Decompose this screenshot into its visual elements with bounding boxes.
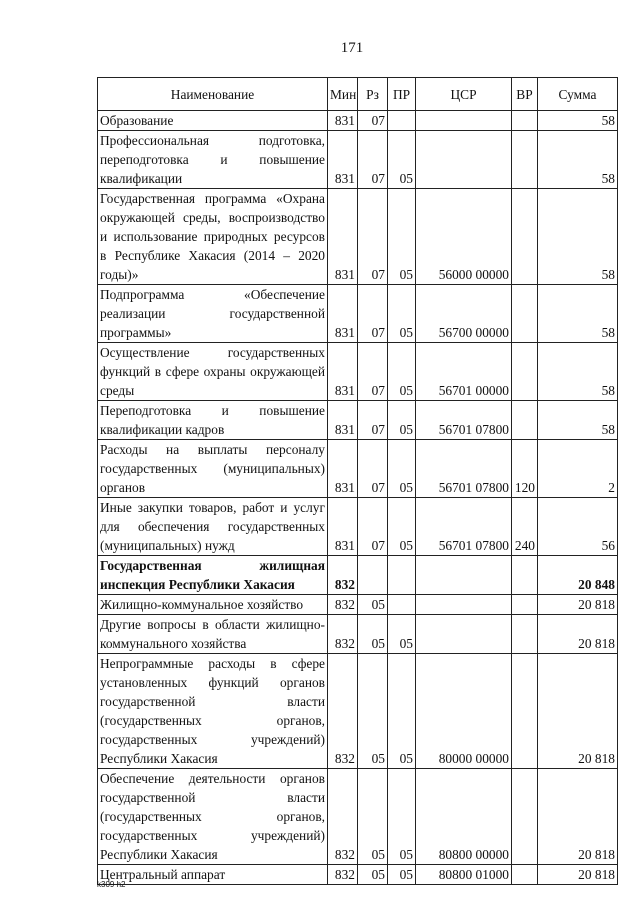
row-min: 831: [328, 343, 358, 401]
table-row: [98, 769, 618, 865]
header-pr: ПР: [388, 78, 416, 111]
row-name: Обеспечение деятельности органов государственной власти (государственных органов, государственных учреждений) Республики Хакасия: [98, 769, 328, 865]
row-vr: [512, 865, 538, 885]
row-csr: [416, 556, 512, 595]
row-name: Осуществление государственных функций в сфере охраны окружающей среды: [98, 343, 328, 401]
row-rz: 07: [358, 111, 388, 131]
row-vr: 120: [512, 440, 538, 498]
row-rz: 07: [358, 285, 388, 343]
header-vr: ВР: [512, 78, 538, 111]
page-number: 171: [340, 40, 364, 56]
row-pr: 05: [388, 285, 416, 343]
header-sum: Сумма: [538, 78, 618, 111]
row-min: 832: [328, 865, 358, 885]
row-sum: 20 818: [538, 595, 618, 615]
row-pr: [388, 111, 416, 131]
row-sum: 56: [538, 498, 618, 556]
row-min: 831: [328, 111, 358, 131]
row-vr: [512, 111, 538, 131]
row-pr: 05: [388, 615, 416, 654]
row-csr: 56000 00000: [416, 189, 512, 285]
table-row: [98, 189, 618, 285]
row-min: 832: [328, 556, 358, 595]
row-name: Непрограммные расходы в сфере установленных функций органов государственной власти (государственных органов, государственных учреждений) Республики Хакасия: [98, 654, 328, 769]
table-row: [98, 285, 618, 343]
row-name: Профессиональная подготовка, переподготовка и повышение квалификации: [98, 131, 328, 189]
row-rz: 07: [358, 189, 388, 285]
row-rz: 07: [358, 498, 388, 556]
header-rz: Рз: [358, 78, 388, 111]
budget-table: [97, 77, 618, 885]
row-csr: [416, 111, 512, 131]
row-csr: 56700 00000: [416, 285, 512, 343]
row-rz: 05: [358, 654, 388, 769]
row-vr: [512, 131, 538, 189]
row-csr: 80800 00000: [416, 769, 512, 865]
row-sum: 58: [538, 111, 618, 131]
row-pr: 05: [388, 440, 416, 498]
row-min: 832: [328, 654, 358, 769]
row-name: Государственная программа «Охрана окружающей среды, воспроизводство и использование природных ресурсов в Республике Хакасия (2014 – 2020 годы)»: [98, 189, 328, 285]
row-sum: 58: [538, 343, 618, 401]
table-row: [98, 131, 618, 189]
row-vr: [512, 189, 538, 285]
row-csr: [416, 595, 512, 615]
row-rz: 05: [358, 615, 388, 654]
row-pr: 05: [388, 401, 416, 440]
row-vr: [512, 769, 538, 865]
row-rz: [358, 556, 388, 595]
row-min: 831: [328, 401, 358, 440]
row-min: 831: [328, 131, 358, 189]
row-sum: 20 848: [538, 556, 618, 595]
row-vr: [512, 556, 538, 595]
row-pr: 05: [388, 189, 416, 285]
row-pr: 05: [388, 131, 416, 189]
row-vr: [512, 615, 538, 654]
row-vr: [512, 595, 538, 615]
row-name: Центральный аппарат: [98, 865, 328, 885]
row-name: Государственная жилищная инспекция Республики Хакасия: [98, 556, 328, 595]
table-row: [98, 654, 618, 769]
row-sum: 58: [538, 189, 618, 285]
table-row: [98, 498, 618, 556]
row-rz: 07: [358, 401, 388, 440]
row-min: 832: [328, 769, 358, 865]
row-vr: [512, 654, 538, 769]
row-sum: 20 818: [538, 865, 618, 885]
footer-code: k309 h2: [97, 880, 126, 889]
row-pr: 05: [388, 654, 416, 769]
row-name: Расходы на выплаты персоналу государственных (муниципальных) органов: [98, 440, 328, 498]
table-row: [98, 865, 618, 885]
row-min: 831: [328, 498, 358, 556]
row-pr: 05: [388, 343, 416, 401]
row-sum: 58: [538, 285, 618, 343]
row-csr: 56701 00000: [416, 343, 512, 401]
row-csr: 80800 01000: [416, 865, 512, 885]
row-csr: [416, 615, 512, 654]
row-csr: [416, 131, 512, 189]
row-csr: 80000 00000: [416, 654, 512, 769]
table-row: [98, 111, 618, 131]
row-vr: [512, 401, 538, 440]
table-row: [98, 440, 618, 498]
table-row: [98, 615, 618, 654]
row-sum: 20 818: [538, 769, 618, 865]
table-row: [98, 343, 618, 401]
row-name: Образование: [98, 111, 328, 131]
row-sum: 20 818: [538, 654, 618, 769]
row-pr: 05: [388, 865, 416, 885]
row-sum: 58: [538, 401, 618, 440]
row-name: Другие вопросы в области жилищно-коммунального хозяйства: [98, 615, 328, 654]
row-min: 831: [328, 285, 358, 343]
row-min: 831: [328, 189, 358, 285]
row-pr: 05: [388, 769, 416, 865]
row-min: 831: [328, 440, 358, 498]
header-csr: ЦСР: [416, 78, 512, 111]
row-sum: 20 818: [538, 615, 618, 654]
row-sum: 58: [538, 131, 618, 189]
row-pr: [388, 556, 416, 595]
row-pr: [388, 595, 416, 615]
row-vr: [512, 285, 538, 343]
table-row-section-header: [98, 556, 618, 595]
table-row: [98, 401, 618, 440]
row-name: Иные закупки товаров, работ и услуг для обеспечения государственных (муниципальных) нужд: [98, 498, 328, 556]
row-min: 832: [328, 615, 358, 654]
table-header-row: [98, 78, 618, 111]
header-name: Наименование: [98, 78, 328, 111]
row-rz: 07: [358, 343, 388, 401]
row-rz: 05: [358, 865, 388, 885]
row-csr: 56701 07800: [416, 440, 512, 498]
row-vr: 240: [512, 498, 538, 556]
table-row: [98, 595, 618, 615]
row-min: 832: [328, 595, 358, 615]
header-min: Мин: [328, 78, 358, 111]
row-pr: 05: [388, 498, 416, 556]
row-rz: 07: [358, 131, 388, 189]
row-name: Жилищно-коммунальное хозяйство: [98, 595, 328, 615]
row-name: Переподготовка и повышение квалификации кадров: [98, 401, 328, 440]
row-csr: 56701 07800: [416, 401, 512, 440]
row-name: Подпрограмма «Обеспечение реализации государственной программы»: [98, 285, 328, 343]
row-sum: 2: [538, 440, 618, 498]
row-rz: 07: [358, 440, 388, 498]
row-vr: [512, 343, 538, 401]
row-rz: 05: [358, 595, 388, 615]
row-csr: 56701 07800: [416, 498, 512, 556]
row-rz: 05: [358, 769, 388, 865]
